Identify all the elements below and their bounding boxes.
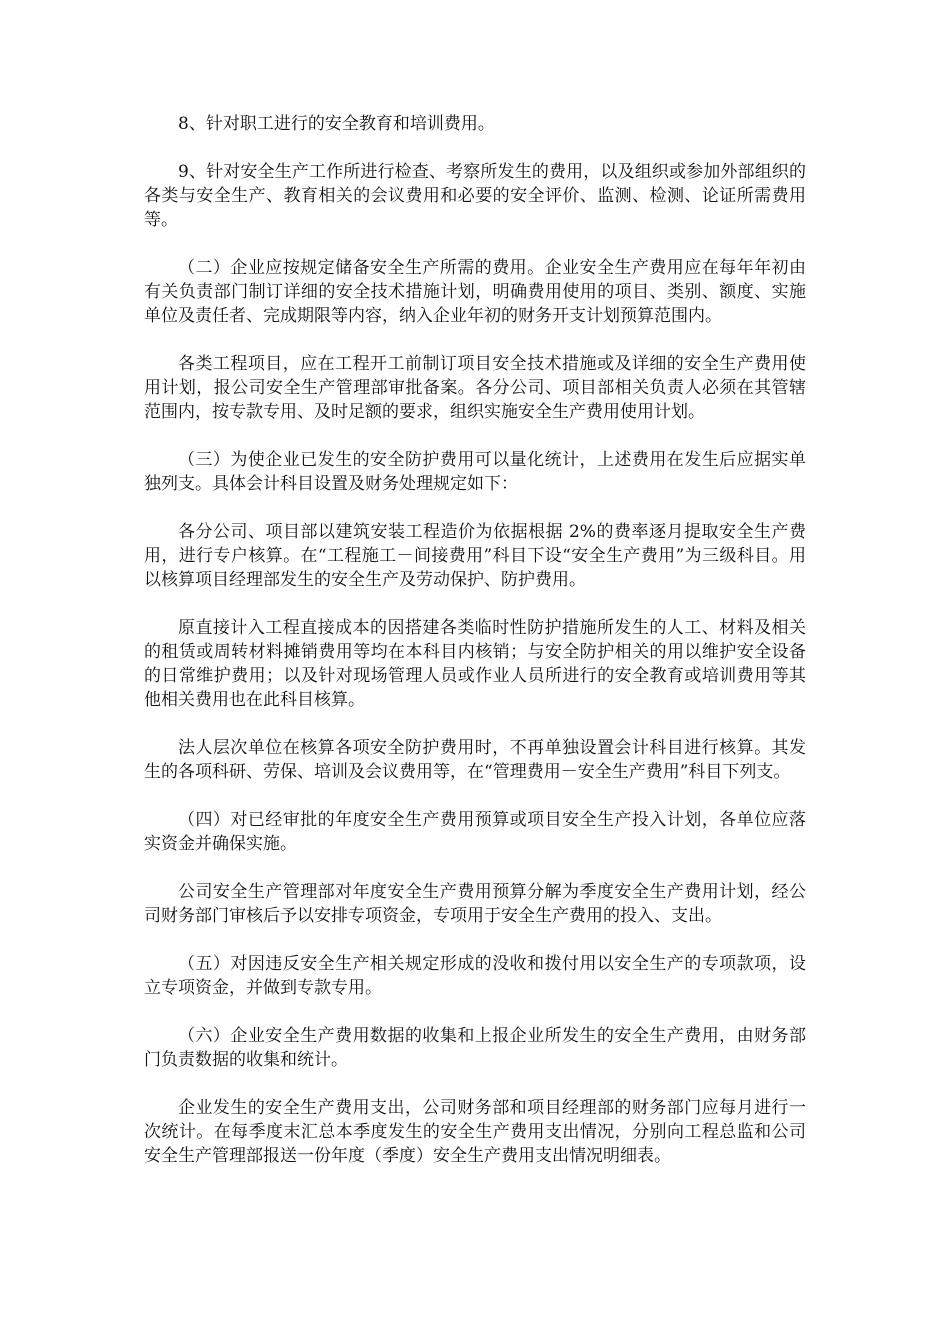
paragraph-section-6: （六）企业安全生产费用数据的收集和上报企业所发生的安全生产费用，由财务部门负责数据的收集和统计。 <box>144 1026 806 1070</box>
paragraph-legal-entity: 法人层次单位在核算各项安全防护费用时，不再单独设置会计科目进行核算。其发生的各项科研、劳保、培训及会议费用等，在“管理费用－安全生产费用”科目下列支。 <box>144 738 806 782</box>
paragraph-accounting-rate: 各分公司、项目部以建筑安装工程造价为依据根据 2%的费率逐月提取安全生产费用，进行专户核算。在“工程施工－间接费用”科目下设“安全生产费用”为三级科目。用以核算项目经理部发生的安全生产及劳动保护、防护费用。 <box>144 522 806 590</box>
paragraph-item-9: 9、针对安全生产工作所进行检查、考察所发生的费用，以及组织或参加外部组织的各类与安全生产、教育相关的会议费用和必要的安全评价、监测、检测、论证所需费用等。 <box>144 162 806 230</box>
paragraph-project-plan: 各类工程项目，应在工程开工前制订项目安全技术措施或及详细的安全生产费用使用计划，报公司安全生产管理部审批备案。各分公司、项目部相关负责人必须在其管辖范围内，按专款专用、及时足额的要求，组织实施安全生产费用使用计划。 <box>144 354 806 422</box>
paragraph-item-8: 8、针对职工进行的安全教育和培训费用。 <box>178 114 495 134</box>
document-page <box>144 112 806 1192</box>
paragraph-section-5: （五）对因违反安全生产相关规定形成的没收和拨付用以安全生产的专项款项，设立专项资金，并做到专款专用。 <box>144 954 806 998</box>
paragraph-quarterly-plan: 公司安全生产管理部对年度安全生产费用预算分解为季度安全生产费用计划，经公司财务部门审核后予以安排专项资金，专项用于安全生产费用的投入、支出。 <box>144 882 806 926</box>
paragraph-statistics: 企业发生的安全生产费用支出，公司财务部和项目经理部的财务部门应每月进行一次统计。在每季度末汇总本季度发生的安全生产费用支出情况，分别向工程总监和公司安全生产管理部报送一份年度（季度）安全生产费用支出情况明细表。 <box>144 1098 806 1166</box>
paragraph-section-3: （三）为使企业已发生的安全防护费用可以量化统计，上述费用在发生后应据实单独列支。具体会计科目设置及财务处理规定如下： <box>144 450 806 494</box>
paragraph-section-2: （二）企业应按规定储备安全生产所需的费用。企业安全生产费用应在每年年初由有关负责部门制订详细的安全技术措施计划，明确费用使用的项目、类别、额度、实施单位及责任者、完成期限等内容，纳入企业年初的财务开支计划预算范围内。 <box>144 258 806 326</box>
paragraph-direct-cost: 原直接计入工程直接成本的因搭建各类临时性防护措施所发生的人工、材料及相关的租赁或周转材料摊销费用等均在本科目内核销；与安全防护相关的用以维护安全设备的日常维护费用；以及针对现场管理人员或作业人员所进行的安全教育或培训费用等其他相关费用也在此科目核算。 <box>144 618 806 710</box>
paragraph-section-4: （四）对已经审批的年度安全生产费用预算或项目安全生产投入计划，各单位应落实资金并确保实施。 <box>144 810 806 854</box>
